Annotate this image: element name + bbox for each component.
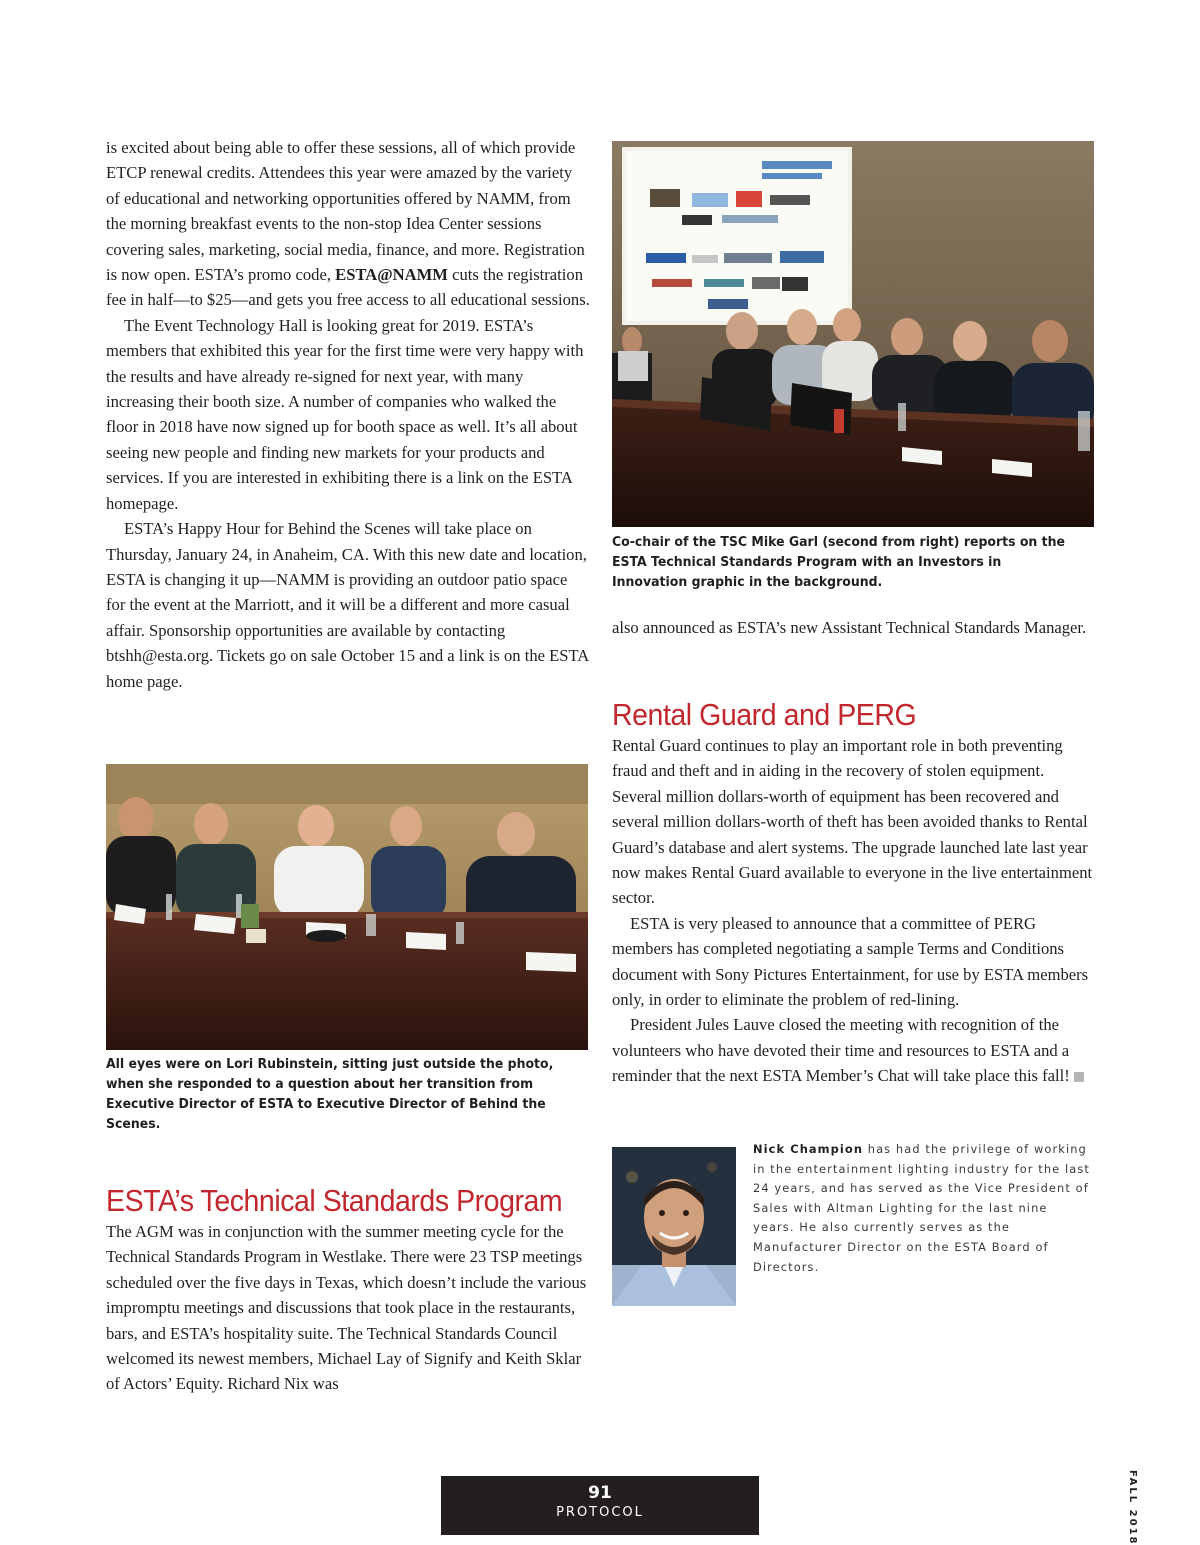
right-continued-block	[612, 615, 1096, 640]
author-bio-body: has had the privilege of working in the entertainment lighting industry for the last 24 years, and has served as the Vice President of Sales with Altman Lighting for the last nine years. He also currently serves as the Manufacturer Director on the ESTA Board of Directors.	[753, 1142, 1090, 1274]
author-photo-image	[612, 1147, 736, 1306]
publication-name: PROTOCOL	[556, 1505, 644, 1520]
closing-text: President Jules Lauve closed the meeting with recognition of the volunteers who have devoted their time and resources to ESTA and a reminder that the next ESTA Member’s Chat will take place this fall!	[612, 1015, 1070, 1086]
continued-paragraph: also announced as ESTA’s new Assistant Technical Standards Manager.	[612, 618, 1087, 637]
tsp-section	[106, 1183, 590, 1397]
left-intro-block	[106, 135, 590, 694]
right-photo-caption: Co-chair of the TSC Mike Garl (second from right) reports on the ESTA Technical Standards Program with an Investors in Innovation graphic in the background.	[612, 535, 1065, 590]
author-photo	[612, 1147, 736, 1306]
meeting-photo-right	[612, 141, 1094, 527]
author-bio	[753, 1140, 1093, 1277]
page-number: 91	[588, 1483, 612, 1503]
hall-paragraph: The Event Technology Hall is looking great for 2019. ESTA’s members that exhibited this year for the first time were very happy with the results and have already re-signed for next year, with many increasing their booth size. A number of companies who walked the floor in 2018 have now signed up for booth space as well. It’s all about seeing new people and finding new markets for your products and services. If you are interested in exhibiting there is a link on the ESTA homepage.	[106, 315, 584, 513]
tsp-paragraph: The AGM was in conjunction with the summer meeting cycle for the Technical Standards Program in Westlake. There were 23 TSP meetings scheduled over the five days in Texas, which doesn’t include the various impromptu meetings and discussions that took place in the restaurants, bars, and ESTA’s hospitality suite. The Technical Standards Council welcomed its newest members, Michael Lay of Signify and Keith Sklar of Actors’ Equity. Richard Nix was	[106, 1222, 587, 1394]
closing-paragraph	[612, 1012, 1096, 1088]
tsp-heading: ESTA’s Technical Standards Program	[106, 1183, 563, 1218]
rental-paragraph: Rental Guard continues to play an important role in both preventing fraud and theft and in aiding in the recovery of stolen equipment. Several million dollars-worth of equipment has been recovered and several million dollars-worth of theft has been avoided thanks to Rental Guard’s database and alert systems. The upgrade launched late last year now makes Rental Guard available to everyone in the live entertainment sector.	[612, 736, 1093, 908]
promo-code: ESTA@NAMM	[335, 265, 448, 285]
rental-section	[612, 697, 1096, 1089]
left-photo-caption-block	[106, 1055, 588, 1135]
rental-heading: Rental Guard and PERG	[612, 697, 917, 732]
intro-text-continued: cuts the registration fee in half—to $25—and gets you free access to all educational sessions.	[106, 265, 590, 310]
author-name: Nick Champion	[753, 1142, 864, 1156]
meeting-photo-left-image	[106, 764, 588, 1050]
left-photo-caption: All eyes were on Lori Rubinstein, sitting just outside the photo, when she responded to a question about her transition from Executive Director of ESTA to Executive Director of Behind the Scenes.	[106, 1057, 554, 1132]
issue-label: FALL 2018	[1127, 1470, 1138, 1545]
page-footer	[441, 1476, 759, 1535]
author-bio-text	[753, 1140, 1093, 1277]
meeting-photo-right-image	[612, 141, 1094, 527]
right-photo-caption-block	[612, 533, 1094, 593]
intro-text: is excited about being able to offer these sessions, all of which provide ETCP renewal credits. Attendees this year were amazed by the variety of educational and networking opportunities offered by NAMM, from the morning breakfast events to the non-stop Idea Center sessions covering sales, marketing, social media, finance, and more. Registration is now open. ESTA’s promo code,	[106, 138, 585, 285]
meeting-photo-left	[106, 764, 588, 1050]
intro-paragraph	[106, 135, 590, 313]
happy-hour-paragraph: ESTA’s Happy Hour for Behind the Scenes will take place on Thursday, January 24, in Anaheim, CA. With this new date and location, ESTA is changing it up—NAMM is providing an outdoor patio space for the event at the Marriott, and it will be a different and more casual affair. Sponsorship opportunities are available by contacting btshh@esta.org. Tickets go on sale October 15 and a link is on the ESTA home page.	[106, 519, 589, 691]
perg-paragraph: ESTA is very pleased to announce that a committee of PERG members has completed negotiating a sample Terms and Conditions document with Sony Pictures Entertainment, for use by ESTA members only, in order to eliminate the problem of red-lining.	[612, 913, 1089, 1010]
end-mark	[1074, 1072, 1084, 1082]
